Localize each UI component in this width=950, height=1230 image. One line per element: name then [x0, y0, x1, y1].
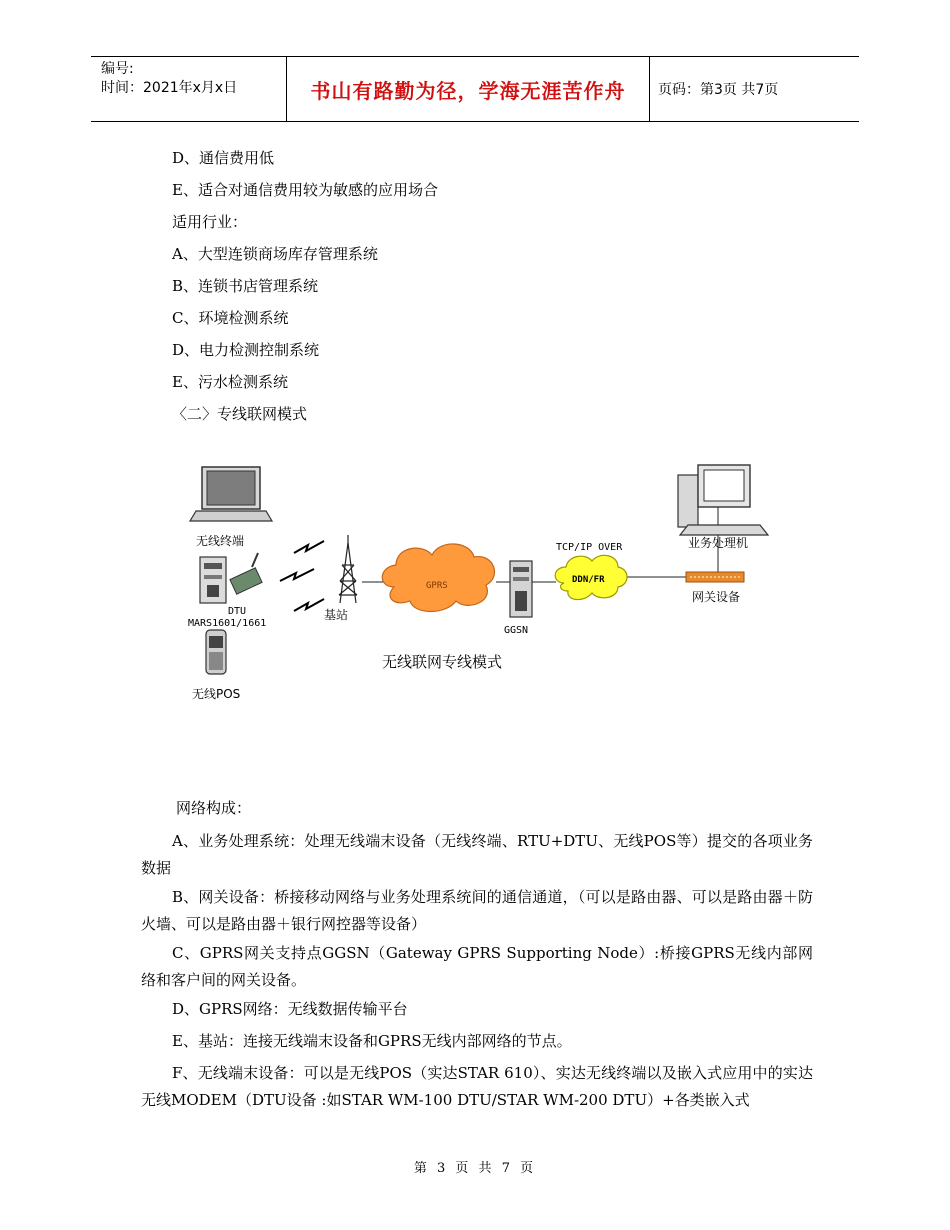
ggsn-label: GGSN	[504, 625, 529, 636]
header-motto: 书山有路勤为径，学海无涯苦作舟	[287, 57, 650, 121]
diagram-title: 无线联网专线模式	[382, 653, 503, 671]
base-station-label: 基站	[324, 608, 349, 622]
dtu-label: DTU	[228, 606, 247, 617]
desktop-computer-icon	[678, 465, 768, 535]
network-item-b: B、网关设备：桥接移动网络与业务处理系统间的通信通道，（可以是路由器、可以是路由器＋防火墙、可以是路由器＋银行网控器等设备）	[141, 888, 813, 933]
time-label: 时间：2021年x月x日	[101, 80, 238, 96]
list-item: D、电力检测控制系统	[172, 341, 320, 359]
tcpip-over-label: TCP/IP OVER	[556, 542, 623, 553]
laptop-icon	[190, 467, 272, 521]
gateway-label: 网关设备	[692, 590, 741, 604]
header-page-info: 页码：第3页 共7页	[658, 82, 779, 98]
ddn-fr-label: DDN/FR	[572, 575, 605, 585]
list-item: B、连锁书店管理系统	[172, 277, 319, 295]
list-item: E、污水检测系统	[172, 373, 288, 391]
network-item-c: C、GPRS网关支持点GGSN（Gateway GPRS Supporting Node）:桥接GPRS无线内部网络和客户间的网关设备。	[141, 944, 813, 989]
number-label: 编号:	[101, 61, 134, 77]
page-footer: 第 3 页 共 7 页	[413, 1161, 537, 1176]
gprs-cloud-icon	[382, 544, 494, 612]
list-item: C、环境检测系统	[172, 309, 289, 327]
wireless-signal-icon	[280, 541, 324, 611]
section-title: 〈二〉专线联网模式	[172, 405, 308, 423]
list-item: A、大型连锁商场库存管理系统	[172, 245, 378, 263]
network-item-e: E、基站：连接无线端末设备和GPRS无线内部网络的节点。	[172, 1032, 572, 1050]
wireless-terminal-label: 无线终端	[196, 534, 245, 548]
network-title: 网络构成：	[176, 799, 252, 817]
gprs-label: GPRS	[426, 581, 448, 591]
list-item: E、适合对通信费用较为敏感的应用场合	[172, 181, 438, 199]
network-diagram	[182, 455, 772, 710]
list-item: D、通信费用低	[172, 149, 275, 167]
wireless-pos-label: 无线POS	[192, 687, 241, 701]
industries-title: 适用行业：	[172, 213, 248, 231]
base-station-tower-icon	[339, 535, 357, 603]
network-item-a: A、业务处理系统：处理无线端末设备（无线终端、RTU+DTU、无线POS等）提交的各项业务数据	[141, 832, 813, 877]
business-host-label: 业务处理机	[688, 536, 749, 550]
page-header	[91, 56, 859, 122]
gateway-device-icon	[686, 572, 744, 582]
header-left-cell	[91, 57, 287, 121]
dtu-device-icon	[200, 553, 262, 603]
network-item-d: D、GPRS网络：无线数据传输平台	[172, 1000, 408, 1018]
network-item-f: F、无线端末设备：可以是无线POS（实达STAR 610）、实达无线终端以及嵌入式应用中的实达无线MODEM（DTU设备 :如STAR WM-100 DTU/STAR WM-200 DTU）+各类嵌入式	[141, 1064, 813, 1109]
ggsn-server-icon	[510, 561, 532, 617]
dtu-model-label: MARS1601/1661	[188, 618, 267, 629]
pos-phone-icon	[206, 630, 226, 674]
